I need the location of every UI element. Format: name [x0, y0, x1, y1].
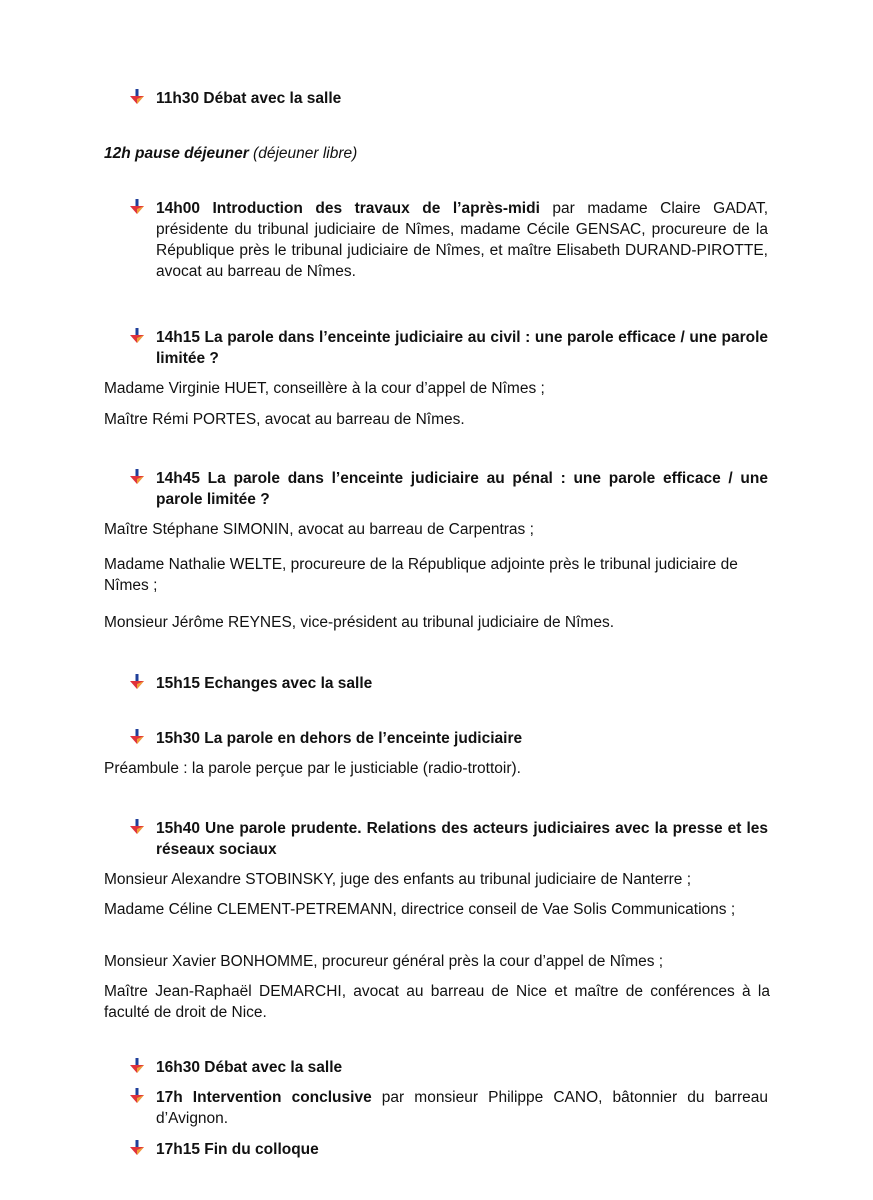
agenda-item-fin: 17h15 Fin du colloque [156, 1141, 319, 1158]
penal-speaker: Monsieur Jérôme REYNES, vice-président au tribunal judiciaire de Nîmes. [104, 614, 614, 631]
arrow-down-bullet-icon [128, 1087, 146, 1105]
arrow-down-bullet-icon [128, 1139, 146, 1157]
arrow-down-bullet-icon [128, 88, 146, 106]
agenda-item-debat-1630: 16h30 Débat avec la salle [156, 1059, 343, 1076]
penal-speaker: Madame Nathalie WELTE, procureure de la République adjointe près le tribunal judiciaire de Nîmes ; [104, 556, 738, 594]
agenda-item-conclusion [156, 1087, 768, 1129]
lunch-break-line [104, 143, 770, 164]
prudente-speaker: Monsieur Alexandre STOBINSKY, juge des enfants au tribunal judiciaire de Nanterre ; [104, 871, 692, 888]
civil-speaker: Maître Rémi PORTES, avocat au barreau de Nîmes. [104, 411, 465, 428]
agenda-item-echanges: 15h15 Echanges avec la salle [156, 675, 373, 692]
civil-speaker: Madame Virginie HUET, conseillère à la cour d’appel de Nîmes ; [104, 380, 545, 397]
agenda-item-introduction [156, 198, 768, 282]
prudente-speaker: Monsieur Xavier BONHOMME, procureur général près la cour d’appel de Nîmes ; [104, 953, 664, 970]
prudente-speaker: Madame Céline CLEMENT-PETREMANN, directrice conseil de Vae Solis Communications ; [104, 901, 736, 918]
conclusion-speaker: par monsieur Philippe CANO, bâtonnier du barreau d’Avignon. [156, 1089, 768, 1127]
agenda-item-dehors: 15h30 La parole en dehors de l’enceinte judiciaire [156, 730, 523, 747]
arrow-down-bullet-icon [128, 327, 146, 345]
lunch-break-title: 12h pause déjeuner [104, 145, 249, 162]
introduction-title: 14h00 Introduction des travaux de l’après-midi [156, 200, 540, 217]
prudente-speaker: Maître Jean-Raphaël DEMARCHI, avocat au barreau de Nice et maître de conférences à la faculté de droit de Nice. [104, 983, 770, 1021]
preambule-line: Préambule : la parole perçue par le justiciable (radio-trottoir). [104, 760, 521, 777]
agenda-item-debat-1130: 11h30 Débat avec la salle [156, 90, 342, 107]
penal-speaker: Maître Stéphane SIMONIN, avocat au barreau de Carpentras ; [104, 521, 534, 538]
arrow-down-bullet-icon [128, 818, 146, 836]
arrow-down-bullet-icon [128, 673, 146, 691]
conclusion-title: 17h Intervention conclusive [156, 1089, 372, 1106]
lunch-break-note: (déjeuner libre) [253, 145, 358, 162]
arrow-down-bullet-icon [128, 198, 146, 216]
introduction-speakers: par madame Claire GADAT, présidente du tribunal judiciaire de Nîmes, madame Cécile GENSAC, procureure de la République près le tribunal judiciaire de Nîmes, et maître Elisabeth DURAND-PIROTTE, avocat au barreau de Nîmes. [156, 200, 768, 280]
arrow-down-bullet-icon [128, 1057, 146, 1075]
agenda-item-civil: 14h15 La parole dans l’enceinte judiciaire au civil : une parole efficace / une parole limitée ? [156, 329, 768, 367]
agenda-item-prudente: 15h40 Une parole prudente. Relations des acteurs judiciaires avec la presse et les réseaux sociaux [156, 820, 768, 858]
arrow-down-bullet-icon [128, 468, 146, 486]
arrow-down-bullet-icon [128, 728, 146, 746]
agenda-item-penal: 14h45 La parole dans l’enceinte judiciaire au pénal : une parole efficace / une parole limitée ? [156, 470, 768, 508]
